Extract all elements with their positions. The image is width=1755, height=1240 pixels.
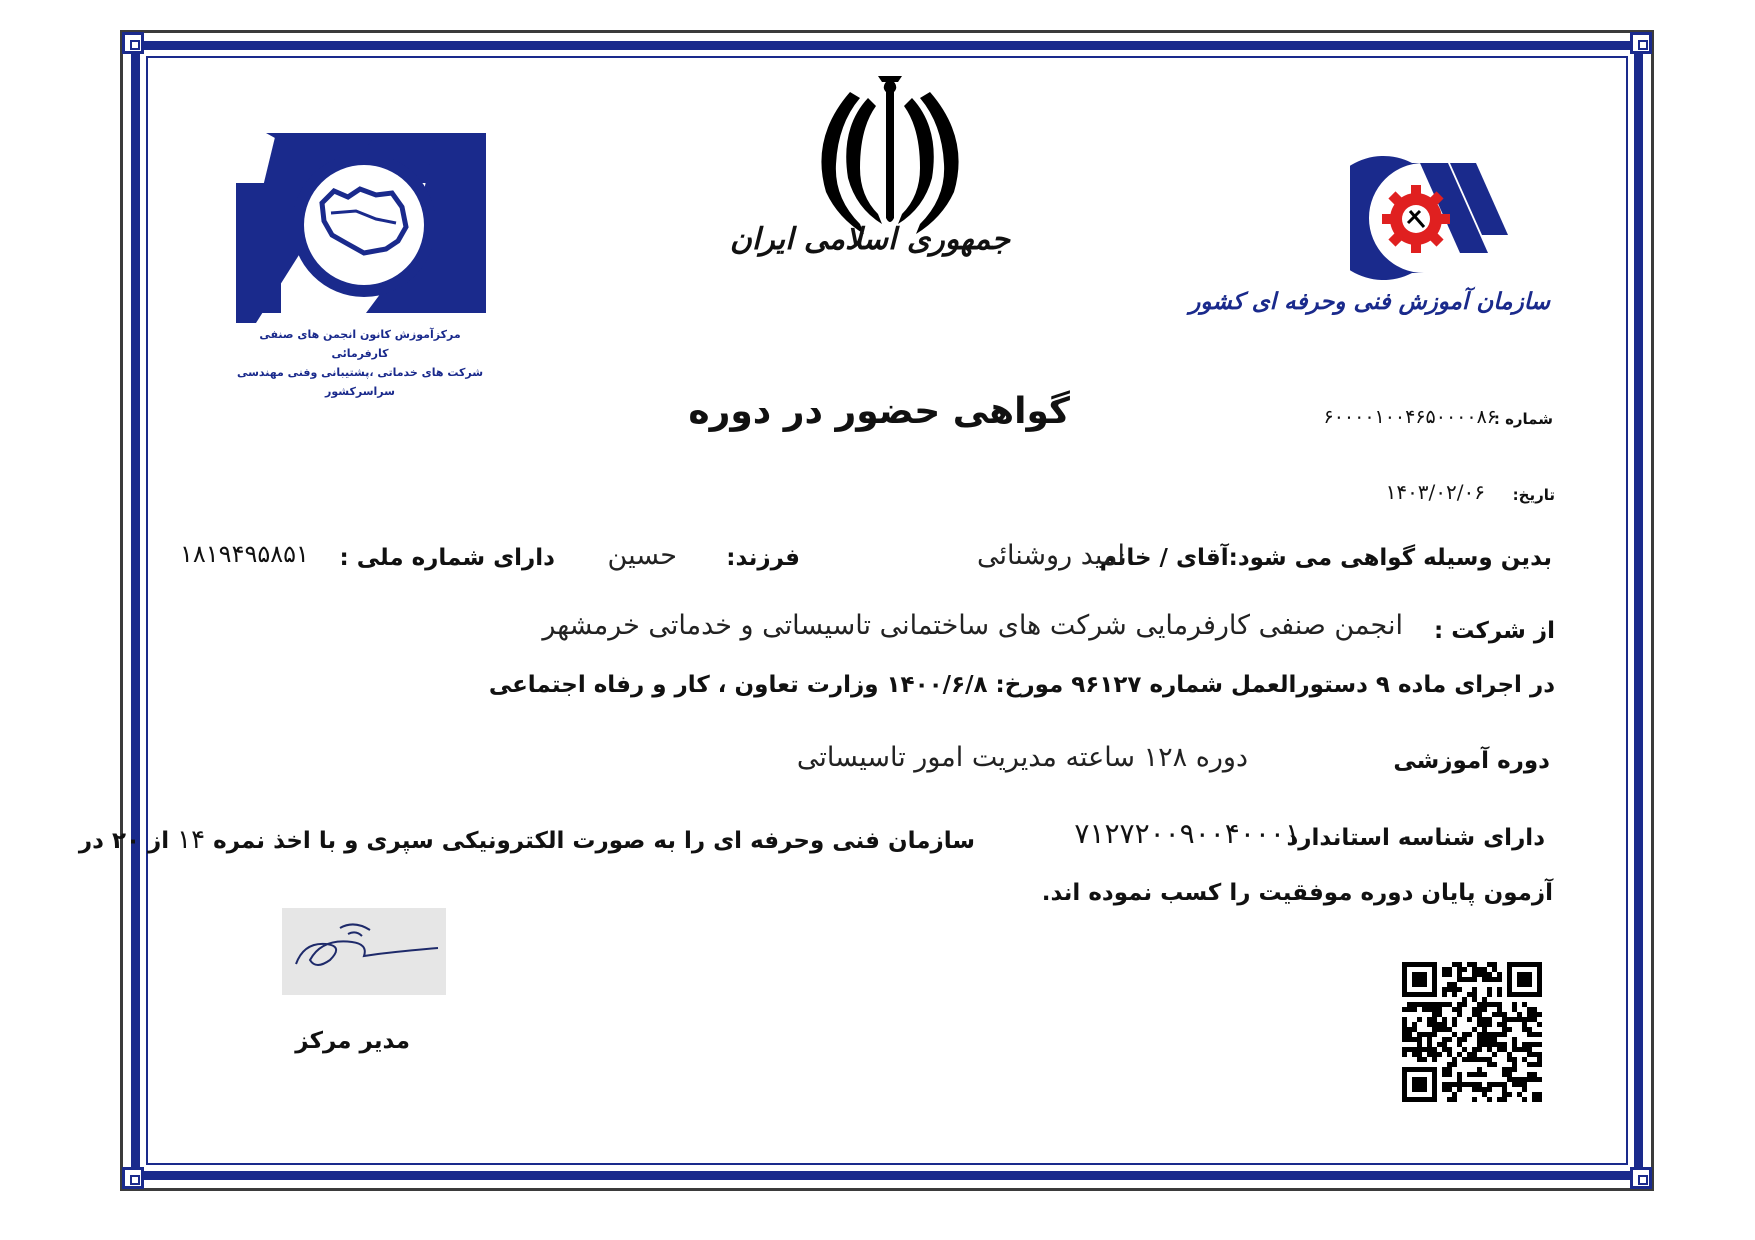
association-name-line3: سراسرکشور (325, 385, 395, 398)
certificate-title: گواهی حضور در دوره (688, 391, 1070, 432)
frame-corner-ornament (1630, 32, 1652, 54)
recipient-name: امید روشنائی (977, 540, 1125, 571)
frame-corner-ornament (1630, 1167, 1652, 1189)
date-label: تاریخ: (1512, 486, 1555, 504)
iran-emblem (790, 68, 990, 243)
signature-image (282, 908, 446, 995)
standard-code: ۷۱۲۷۲۰۰۹۰۰۴۰۰۰۱ (1074, 817, 1300, 850)
standard-text-before: سازمان فنی وحرفه ای را به صورت الکترونیکی سپری و با اخذ نمره (213, 828, 975, 854)
association-name (230, 325, 490, 401)
result-text: آزمون پایان دوره موفقیت را کسب نموده اند. (1041, 880, 1553, 906)
standard-text-after: از ۲۰ در (78, 828, 170, 854)
tvto-logo (1350, 143, 1510, 293)
tvto-name: سازمان آموزش فنی وحرفه ای کشور (1189, 288, 1550, 315)
certify-intro-label: بدین وسیله گواهی می شود:آقای / خانم (1099, 545, 1552, 571)
iran-emblem-caption: جمهوری اسلامی ایران (729, 222, 1010, 257)
signature-title: مدیر مرکز (295, 1028, 410, 1054)
association-logo (236, 123, 488, 323)
child-of-label: فرزند: (726, 545, 800, 571)
number-label: شماره : (1493, 410, 1553, 428)
course-label: دوره آموزشی (1393, 748, 1550, 774)
national-id-label: دارای شماره ملی : (339, 545, 555, 571)
standard-text (79, 825, 975, 855)
association-name-line2: شرکت های خدماتی ،پشتیبانی وفنی مهندسی (236, 366, 484, 379)
date-value: ۱۴۰۳/۰۲/۰۶ (1385, 480, 1485, 504)
frame-corner-ornament (122, 32, 144, 54)
company-name: انجمن صنفی کارفرمایی شرکت های ساختمانی تاسیساتی و خدماتی خرمشهر (542, 610, 1403, 641)
frame-corner-ornament (122, 1167, 144, 1189)
national-id-value: ۱۸۱۹۴۹۵۸۵۱ (180, 540, 309, 568)
number-value: ۶۰۰۰۰۱۰۰۴۶۵۰۰۰۰۸۶ (1323, 406, 1497, 428)
father-name: حسین (607, 540, 677, 571)
standard-label: دارای شناسه استاندارد (1286, 825, 1545, 851)
association-name-line1: مرکزآموزش کانون انجمن های صنفی کارفرمائی (259, 328, 461, 360)
course-name: دوره ۱۲۸ ساعته مدیریت امور تاسیساتی (796, 742, 1248, 773)
qr-code[interactable] (1402, 962, 1542, 1102)
company-label: از شرکت : (1434, 618, 1555, 644)
decree-text: در اجرای ماده ۹ دستورالعمل شماره ۹۶۱۲۷ مورخ: ۱۴۰۰/۶/۸ وزارت تعاون ، کار و رفاه اجتماعی (488, 672, 1555, 698)
exam-score: ۱۴ (177, 825, 206, 855)
